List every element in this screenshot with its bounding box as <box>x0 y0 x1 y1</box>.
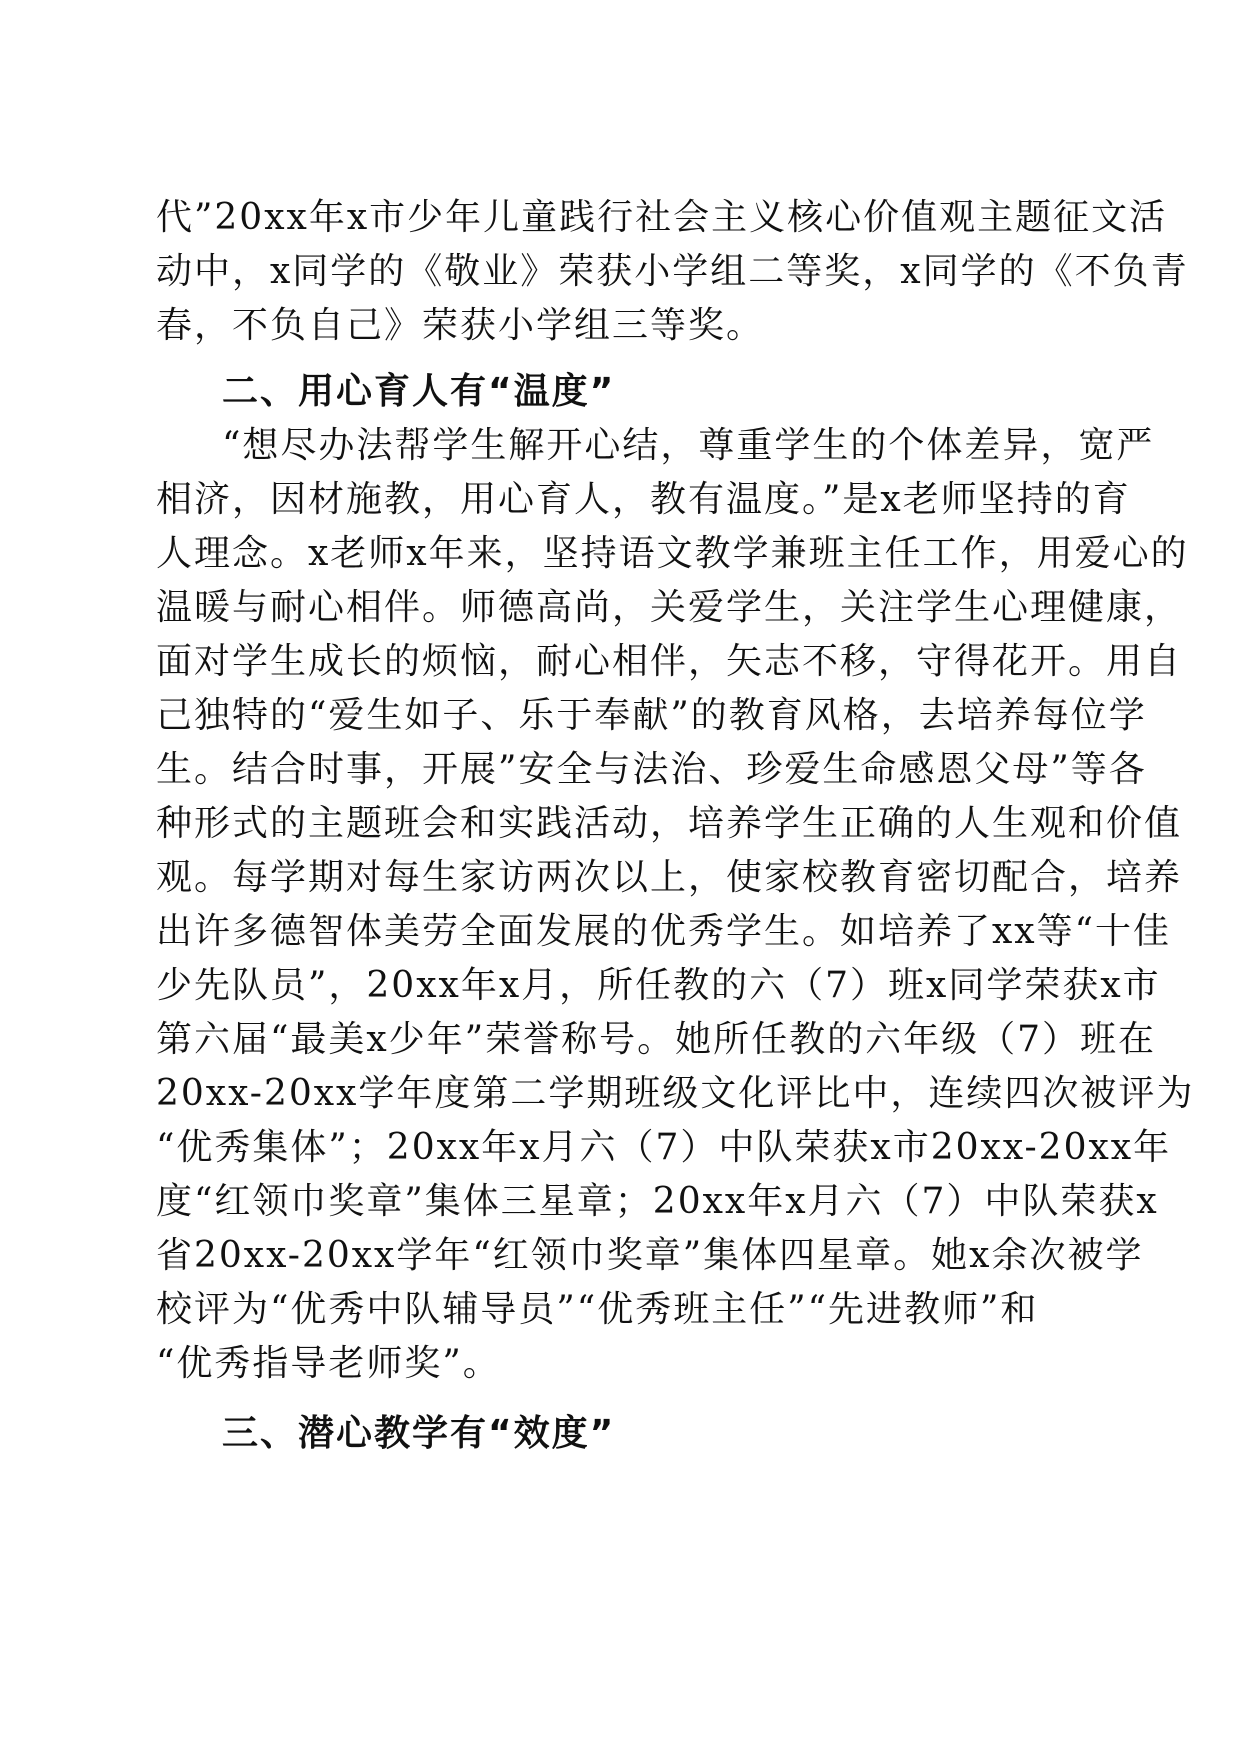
paragraph-line: “优秀指导老师奖”。 <box>156 1343 501 1384</box>
paragraph-line: 校评为“优秀中队辅导员”“优秀班主任”“先进教师”和 <box>156 1289 1039 1330</box>
paragraph-line: 春，不负自己》荣获小学组三等奖。 <box>156 305 765 346</box>
paragraph-line: 观。每学期对每生家访两次以上，使家校教育密切配合，培养 <box>156 857 1183 898</box>
paragraph-line: “想尽办法帮学生解开心结，尊重学生的个体差异，宽严 <box>222 425 1155 466</box>
paragraph-line: 第六届“最美x少年”荣誉称号。她所任教的六年级（7）班在 <box>156 1019 1157 1060</box>
paragraph-line: 相济，因材施教，用心育人，教有温度。”是x老师坚持的育 <box>156 479 1131 520</box>
paragraph-line: 种形式的主题班会和实践活动，培养学生正确的人生观和价值 <box>156 803 1183 844</box>
paragraph-line: 代”20xx年x市少年儿童践行社会主义核心价值观主题征文活 <box>156 197 1168 238</box>
section-heading: 三、潜心教学有“效度” <box>222 1413 616 1454</box>
section-heading: 二、用心育人有“温度” <box>222 371 616 412</box>
paragraph-line: 度“红领巾奖章”集体三星章；20xx年x月六（7）中队荣获x <box>156 1181 1159 1222</box>
paragraph-line: 20xx-20xx学年度第二学期班级文化评比中，连续四次被评为 <box>156 1073 1195 1114</box>
paragraph-line: 出许多德智体美劳全面发展的优秀学生。如培养了xx等“十佳 <box>156 911 1172 952</box>
paragraph-line: 温暖与耐心相伴。师德高尚，关爱学生，关注学生心理健康， <box>156 587 1183 628</box>
paragraph-line: 人理念。x老师x年来，坚持语文教学兼班主任工作，用爱心的 <box>156 533 1189 574</box>
paragraph-line: 面对学生成长的烦恼，耐心相伴，矢志不移，守得花开。用自 <box>156 641 1183 682</box>
paragraph-line: “优秀集体”；20xx年x月六（7）中队荣获x市20xx-20xx年 <box>156 1127 1172 1168</box>
paragraph-line: 己独特的“爱生如子、乐于奉献”的教育风格，去培养每位学 <box>156 695 1147 736</box>
paragraph-line: 生。结合时事，开展”安全与法治、珍爱生命感恩父母”等各 <box>156 749 1147 790</box>
paragraph-line: 省20xx-20xx学年“红领巾奖章”集体四星章。她x余次被学 <box>156 1235 1144 1276</box>
paragraph-line: 动中，x同学的《敬业》荣获小学组二等奖，x同学的《不负青 <box>156 251 1189 292</box>
paragraph-line: 少先队员”，20xx年x月，所任教的六（7）班x同学荣获x市 <box>156 965 1161 1006</box>
